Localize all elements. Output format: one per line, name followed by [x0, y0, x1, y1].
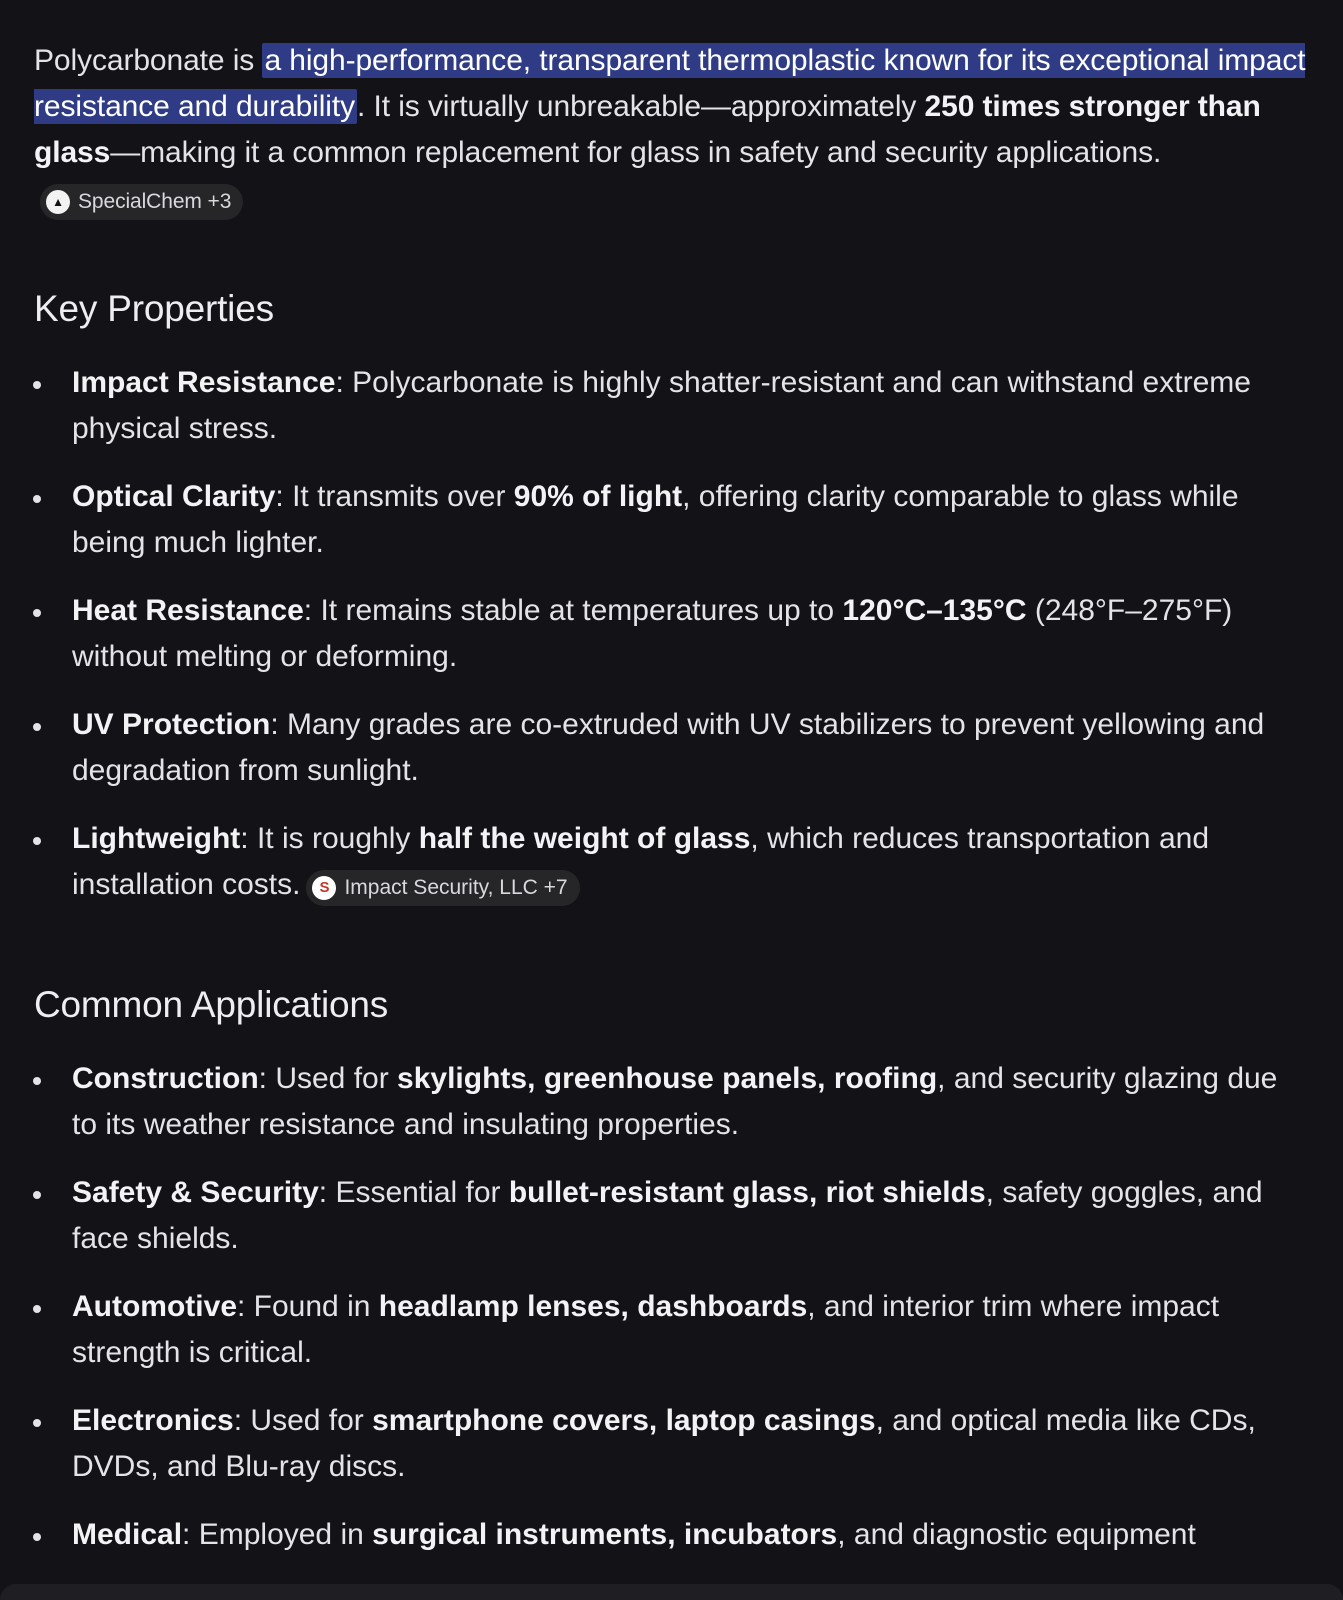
impact-security-logo-icon: S	[312, 876, 336, 900]
item-text: , and optical media like CDs, DVDs, and Blu-ray discs.	[72, 1404, 1256, 1483]
bullet-dot	[33, 1419, 41, 1427]
key-properties-list	[34, 360, 1309, 908]
item-text: : Many grades are co-extruded with UV stabilizers to prevent yellowing and degradation from sunlight.	[72, 708, 1265, 787]
item-term: Automotive	[72, 1290, 237, 1323]
bullet-dot	[33, 495, 41, 503]
item-bold-text: 90% of light	[513, 480, 683, 513]
list-item-medical	[34, 1512, 1309, 1558]
intro-paragraph	[34, 38, 1309, 222]
list-item-optical-clarity	[34, 474, 1309, 566]
item-term: Safety & Security	[72, 1176, 319, 1209]
item-bold-text: smartphone covers, laptop casings	[372, 1404, 876, 1437]
specialchem-logo-icon: ▲	[46, 190, 70, 214]
list-item-safety-security	[34, 1170, 1309, 1262]
bullet-dot	[33, 837, 41, 845]
item-bold-text: 120°C–135°C	[842, 594, 1027, 627]
list-item-impact-resistance	[34, 360, 1309, 452]
source-chip-label: SpecialChem +3	[78, 190, 232, 213]
item-text: : Essential for	[318, 1176, 509, 1209]
item-text: : Used for	[233, 1404, 373, 1437]
item-text: : Found in	[237, 1290, 379, 1323]
list-item-heat-resistance	[34, 588, 1309, 680]
item-bold-text: headlamp lenses, dashboards	[378, 1290, 808, 1323]
item-text: , safety goggles, and face shields.	[72, 1176, 1263, 1255]
bullet-dot	[33, 723, 41, 731]
intro-text-after: —making it a common replacement for glass in safety and security applications.	[110, 136, 1162, 169]
item-term: Lightweight	[72, 822, 241, 855]
item-text: : Used for	[258, 1062, 398, 1095]
item-term: Medical	[72, 1518, 183, 1551]
item-text: : Polycarbonate is highly shatter-resistant and can withstand extreme physical stress.	[72, 366, 1251, 445]
item-text: , offering clarity comparable to glass while being much lighter.	[72, 480, 1239, 559]
bullet-dot	[33, 1533, 41, 1541]
intro-highlighted-text: a high-performance, transparent thermoplastic known for its exceptional impact resistance and durability	[34, 44, 1306, 123]
item-text: : It remains stable at temperatures up to	[303, 594, 843, 627]
item-term: Heat Resistance	[72, 594, 304, 627]
bullet-dot	[33, 609, 41, 617]
bullet-dot	[33, 381, 41, 389]
item-term: Construction	[72, 1062, 259, 1095]
key-properties-heading: Key Properties	[34, 288, 274, 329]
bullet-dot	[33, 1191, 41, 1199]
item-bold-text: half the weight of glass	[418, 822, 751, 855]
bottom-input-bar-edge	[0, 1584, 1343, 1600]
item-text: (248°F–275°F) without melting or deforming.	[72, 594, 1233, 673]
intro-text-mid: . It is virtually unbreakable—approximately	[357, 90, 925, 123]
item-text: , and security glazing due to its weather resistance and insulating properties.	[72, 1062, 1278, 1141]
applications-list	[34, 1056, 1309, 1558]
item-text: , and interior trim where impact strength is critical.	[72, 1290, 1220, 1369]
source-chip-specialchem[interactable]	[40, 184, 243, 220]
source-chip-impact-security[interactable]	[306, 870, 579, 906]
item-text: : It transmits over	[275, 480, 514, 513]
item-text: , and diagnostic equipment	[837, 1518, 1196, 1551]
bullet-dot	[33, 1077, 41, 1085]
item-bold-text: skylights, greenhouse panels, roofing	[397, 1062, 938, 1095]
common-applications-heading: Common Applications	[34, 984, 389, 1025]
item-text: : Employed in	[182, 1518, 373, 1551]
item-text: : It is roughly	[240, 822, 419, 855]
intro-bold-text: 250 times stronger than glass	[34, 90, 1261, 169]
source-chip-label: Impact Security, LLC +7	[344, 875, 568, 899]
item-term: UV Protection	[72, 708, 271, 741]
item-bold-text: bullet-resistant glass, riot shields	[508, 1176, 986, 1209]
intro-text-before: Polycarbonate is	[34, 44, 263, 77]
list-item-construction	[34, 1056, 1309, 1148]
list-item-uv-protection	[34, 702, 1309, 794]
list-item-lightweight	[34, 816, 1309, 908]
list-item-automotive	[34, 1284, 1309, 1376]
item-term: Impact Resistance	[72, 366, 336, 399]
bullet-dot	[33, 1305, 41, 1313]
item-bold-text: surgical instruments, incubators	[372, 1518, 838, 1551]
item-term: Electronics	[72, 1404, 234, 1437]
response-content	[34, 38, 1309, 1558]
list-item-electronics	[34, 1398, 1309, 1490]
item-text: , which reduces transportation and installation costs.	[72, 822, 1210, 901]
item-term: Optical Clarity	[72, 480, 276, 513]
